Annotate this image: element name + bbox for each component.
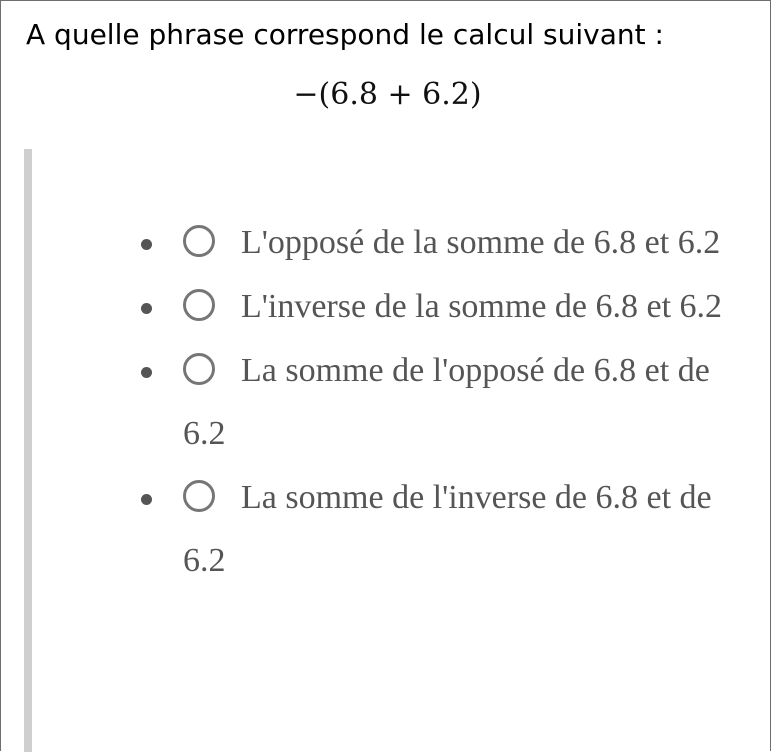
answer-options-list bbox=[141, 211, 741, 593]
radio-button[interactable] bbox=[183, 480, 215, 512]
answer-option-label: L'inverse de la somme de 6.8 et 6.2 bbox=[241, 288, 723, 325]
bullet-icon bbox=[141, 494, 152, 505]
answer-option-label: L'opposé de la somme de 6.8 et 6.2 bbox=[241, 224, 721, 261]
answer-option-label: La somme de l'inverse de 6.8 et de 6.2 bbox=[183, 479, 712, 579]
radio-button[interactable] bbox=[183, 289, 215, 321]
answer-option[interactable] bbox=[141, 275, 741, 338]
quote-bar bbox=[24, 149, 32, 752]
radio-button[interactable] bbox=[183, 225, 215, 257]
question-prompt: A quelle phrase correspond le calcul suivant : bbox=[26, 18, 664, 51]
answer-option[interactable] bbox=[141, 339, 741, 465]
bullet-icon bbox=[141, 367, 152, 378]
bullet-icon bbox=[141, 239, 152, 250]
answer-option[interactable] bbox=[141, 466, 741, 592]
bullet-icon bbox=[141, 303, 152, 314]
radio-button[interactable] bbox=[183, 353, 215, 385]
answer-option-label: La somme de l'opposé de 6.8 et de 6.2 bbox=[183, 352, 710, 452]
answer-option[interactable] bbox=[141, 211, 741, 274]
math-formula: −(6.8 + 6.2) bbox=[293, 77, 482, 112]
